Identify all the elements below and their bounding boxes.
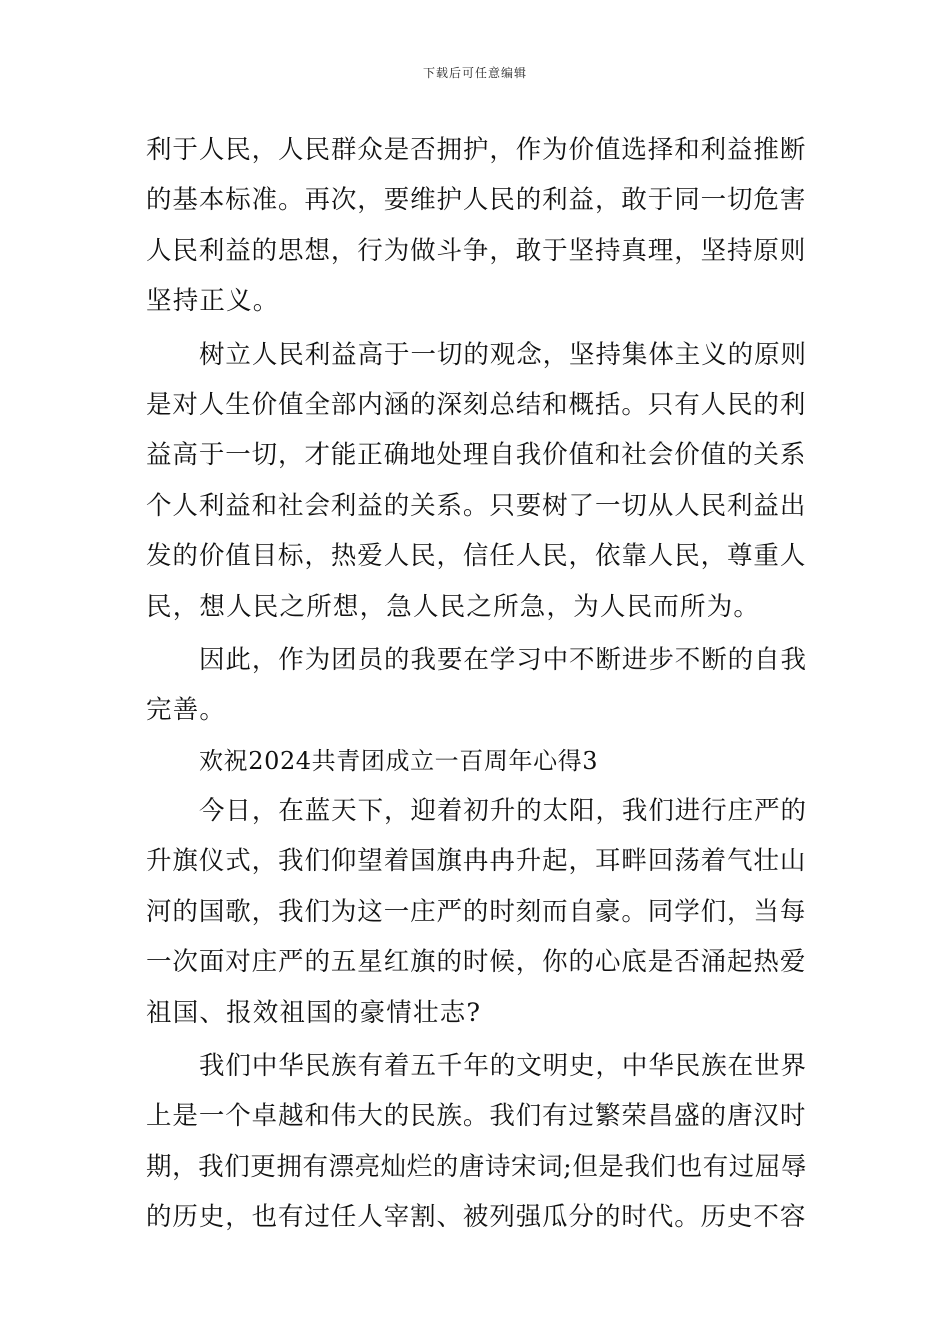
text-line: 完善。 (146, 695, 227, 726)
text-line: 益高于一切，才能正确地处理自我价值和社会价值的关系 (146, 440, 807, 471)
section-title: 欢祝2024共青团成立一百周年心得3 (199, 746, 599, 775)
text-line: 发的价值目标，热爱人民，信任人民，依靠人民，尊重人 (146, 541, 807, 572)
paragraph-3 (146, 635, 808, 736)
text-line: 祖国、报效祖国的豪情壮志? (146, 997, 482, 1028)
document-body (146, 125, 808, 1243)
text-line: 人民利益的思想，行为做斗争，敢于坚持真理，坚持原则 (146, 235, 807, 266)
paragraph-4 (146, 786, 808, 1038)
text-line: 个人利益和社会利益的关系。只要树了一切从人民利益出 (146, 490, 807, 521)
text-line: 坚持正义。 (146, 286, 280, 317)
paragraph-5 (146, 1041, 808, 1243)
text-line: 河的国歌，我们为这一庄严的时刻而自豪。同学们，当每 (146, 896, 807, 927)
text-line: 的基本标准。再次，要维护人民的利益，敢于同一切危害 (146, 185, 807, 216)
paragraph-1 (146, 125, 808, 327)
text-line: 今日，在蓝天下，迎着初升的太阳，我们进行庄严的 (199, 796, 807, 827)
text-line: 上是一个卓越和伟大的民族。我们有过繁荣昌盛的唐汉时 (146, 1101, 807, 1132)
text-line: 的历史，也有过任人宰割、被列强瓜分的时代。历史不容 (146, 1202, 807, 1233)
text-line: 因此，作为团员的我要在学习中不断进步不断的自我 (199, 644, 807, 675)
text-line: 我们中华民族有着五千年的文明史，中华民族在世界 (199, 1051, 807, 1082)
text-line: 树立人民利益高于一切的观念，坚持集体主义的原则 (199, 339, 807, 370)
text-line: 升旗仪式，我们仰望着国旗冉冉升起，耳畔回荡着气壮山 (146, 846, 807, 877)
text-line: 一次面对庄严的五星红旗的时候，你的心底是否涌起热爱 (146, 947, 807, 978)
text-line: 民，想人民之所想，急人民之所急，为人民而所为。 (146, 591, 761, 622)
text-line: 是对人生价值全部内涵的深刻总结和概括。只有人民的利 (146, 389, 807, 420)
page-header: 下载后可任意编辑 (422, 66, 527, 80)
paragraph-2 (146, 330, 808, 632)
text-line: 利于人民，人民群众是否拥护，作为价值选择和利益推断 (146, 135, 807, 165)
text-line: 期，我们更拥有漂亮灿烂的唐诗宋词;但是我们也有过屈辱 (146, 1151, 807, 1182)
